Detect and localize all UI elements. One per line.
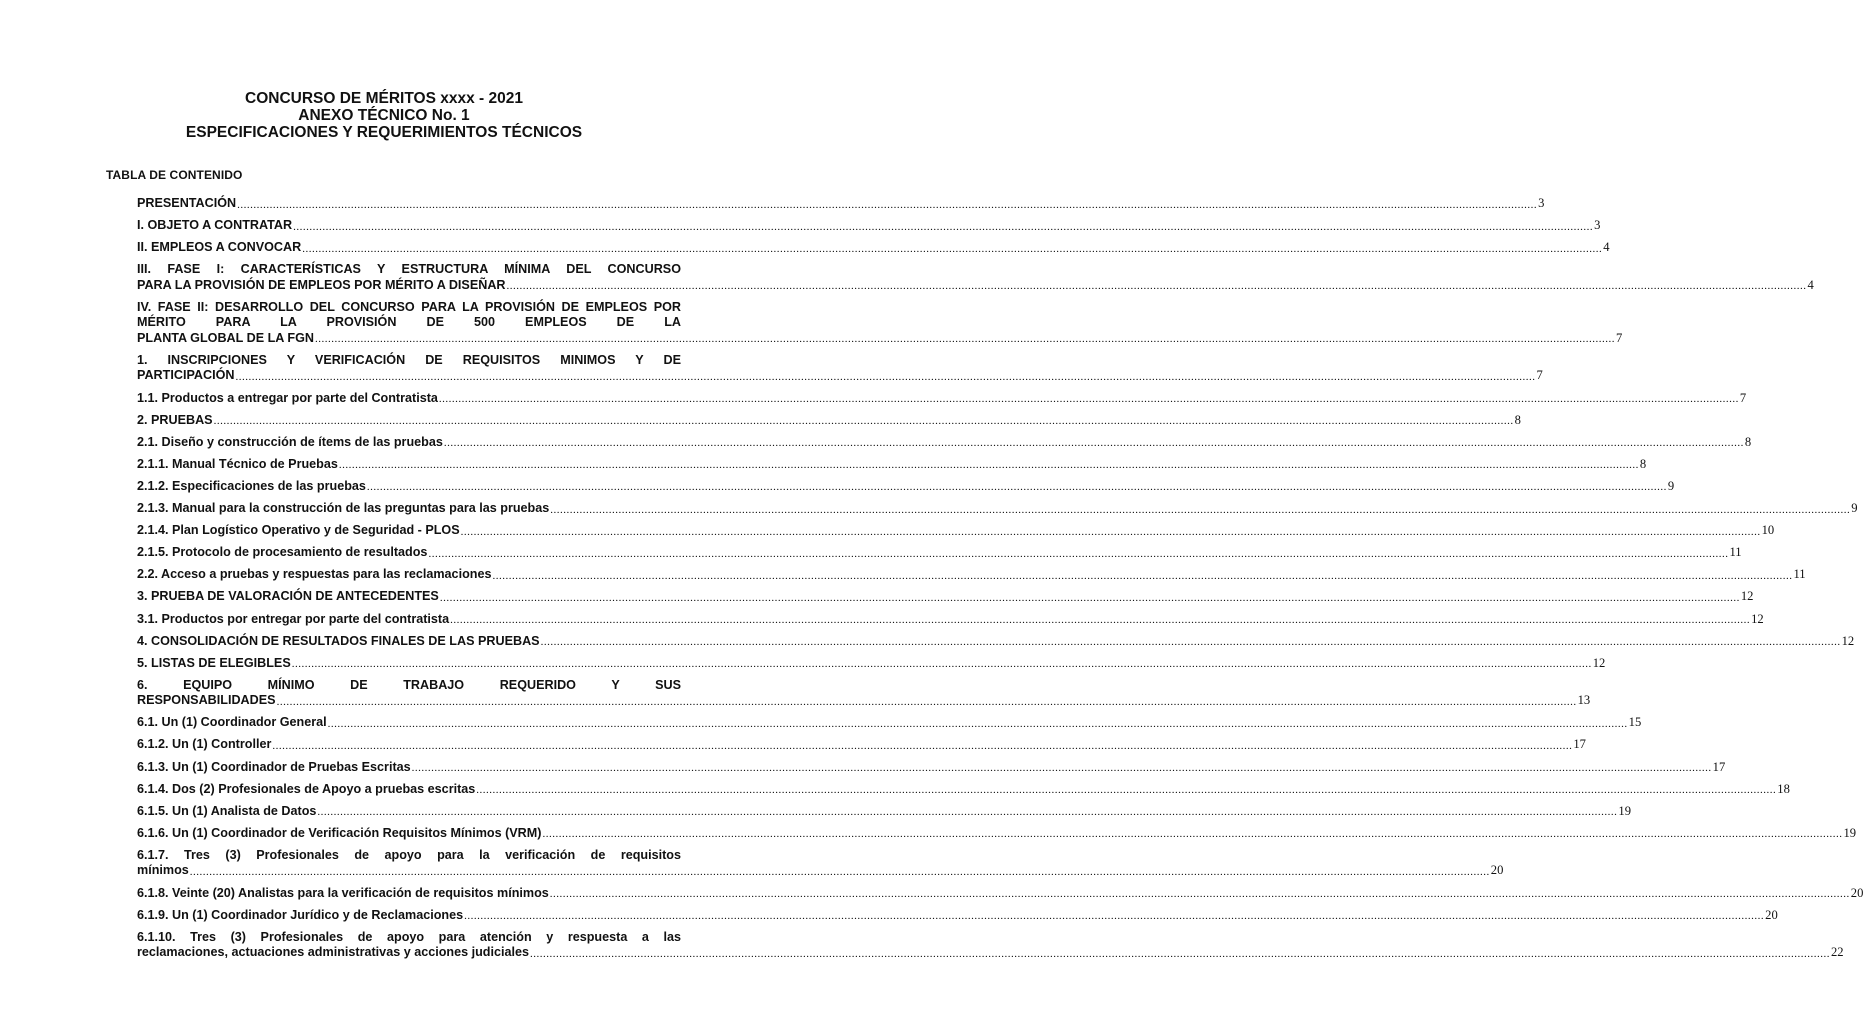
toc-page-number: 20	[1490, 863, 1504, 878]
dot-leader: ................................................................................................................................................................................................................................................................................................................................................................................................................	[438, 393, 1739, 406]
dot-leader: ................................................................................................................................................................................................................................................................................................................................................................................................................	[550, 503, 1851, 516]
dot-leader: ................................................................................................................................................................................................................................................................................................................................................................................................................	[450, 614, 1751, 626]
toc-page-number: 11	[1729, 545, 1742, 560]
toc-entry-row	[137, 693, 1591, 709]
toc-page-number: 11	[1793, 567, 1806, 582]
toc-entry-row	[137, 655, 1606, 672]
toc-entry-row	[137, 907, 1778, 924]
toc-entry[interactable]	[137, 501, 1858, 517]
toc-entry-title: 6.1.3. Un (1) Coordinador de Pruebas Escritas	[137, 759, 411, 774]
toc-entry-title: 2.1.5. Protocolo de procesamiento de resultados	[137, 545, 428, 560]
toc-entry[interactable]	[137, 677, 1591, 709]
toc-page-number: 22	[1831, 945, 1844, 960]
toc-entry-title: 2. PRUEBAS	[137, 412, 213, 427]
toc-entry-title: I. OBJETO A CONTRATAR	[137, 218, 293, 233]
toc-entry-row	[137, 456, 1647, 473]
toc-entry-row	[137, 501, 1858, 517]
dot-leader: ................................................................................................................................................................................................................................................................................................................................................................................................................	[272, 739, 1573, 752]
toc-heading: TABLA DE CONTENIDO	[106, 168, 243, 182]
specifications-title: ESPECIFICACIONES Y REQUERIMIENTOS TÉCNICOS	[185, 124, 583, 141]
dot-leader: ................................................................................................................................................................................................................................................................................................................................................................................................................	[315, 333, 1616, 346]
dot-leader: ................................................................................................................................................................................................................................................................................................................................................................................................................	[276, 695, 1577, 708]
toc-entry-row	[137, 545, 1742, 561]
toc-entry-title: 2.1.3. Manual para la construcción de las preguntas para las pruebas	[137, 501, 550, 516]
toc-entry-title: 2.2. Acceso a pruebas y respuestas para las reclamaciones	[137, 567, 492, 582]
dot-leader: ................................................................................................................................................................................................................................................................................................................................................................................................................	[302, 242, 1603, 255]
toc-entry-row	[137, 567, 1806, 583]
toc-entry-title: 4. CONSOLIDACIÓN DE RESULTADOS FINALES DE LAS PRUEBAS	[137, 633, 540, 648]
toc-entry[interactable]	[137, 825, 1857, 842]
toc-entry-title: reclamaciones, actuaciones administrativas y acciones judiciales	[137, 945, 529, 960]
toc-entry-row	[137, 945, 1844, 961]
toc-entry[interactable]	[137, 545, 1742, 561]
toc-page-number: 10	[1761, 523, 1775, 538]
dot-leader: ................................................................................................................................................................................................................................................................................................................................................................................................................	[291, 658, 1592, 671]
dot-leader: ................................................................................................................................................................................................................................................................................................................................................................................................................	[213, 415, 1514, 428]
toc-page-number: 12	[1751, 611, 1764, 626]
toc-page-number: 20	[1850, 885, 1863, 900]
dot-leader: ................................................................................................................................................................................................................................................................................................................................................................................................................	[366, 481, 1667, 494]
dot-leader: ................................................................................................................................................................................................................................................................................................................................................................................................................	[506, 280, 1807, 293]
toc-entry-title-line: III. FASE I: CARACTERÍSTICAS Y ESTRUCTURA MÍNIMA DEL CONCURSO	[137, 262, 681, 277]
toc-entry[interactable]	[137, 655, 1606, 672]
toc-entry-row	[137, 781, 1790, 798]
toc-page-number: 4	[1807, 277, 1814, 292]
dot-leader: ................................................................................................................................................................................................................................................................................................................................................................................................................	[540, 636, 1841, 649]
toc-entry-title: PRESENTACIÓN	[137, 196, 237, 210]
dot-leader: ................................................................................................................................................................................................................................................................................................................................................................................................................	[492, 569, 1793, 582]
toc-entry-title: 6.1.2. Un (1) Controller	[137, 737, 272, 752]
toc-entry-title-line: 1. INSCRIPCIONES Y VERIFICACIÓN DE REQUISITOS MINIMOS Y DE	[137, 352, 681, 367]
toc-entry[interactable]	[137, 299, 1623, 347]
toc-page-number: 7	[1616, 330, 1623, 345]
toc-entry-row	[137, 277, 1814, 294]
toc-entry[interactable]	[137, 434, 1752, 451]
toc-entry[interactable]	[137, 847, 1504, 879]
dot-leader: ................................................................................................................................................................................................................................................................................................................................................................................................................	[443, 437, 1744, 450]
toc-entry-title: 2.1. Diseño y construcción de ítems de las pruebas	[137, 434, 443, 449]
toc-entry-title: 1.1. Productos a entregar por parte del Contratista	[137, 390, 438, 405]
dot-leader: ................................................................................................................................................................................................................................................................................................................................................................................................................	[439, 591, 1740, 604]
toc-entry-title: 2.1.1. Manual Técnico de Pruebas	[137, 456, 338, 471]
toc-entry[interactable]	[137, 523, 1775, 539]
toc-entry[interactable]	[137, 803, 1631, 820]
toc-entry-row	[137, 715, 1642, 731]
toc-entry[interactable]	[137, 633, 1855, 650]
toc-entry-title-line: 6. EQUIPO MÍNIMO DE TRABAJO REQUERIDO Y SUS	[137, 677, 681, 692]
dot-leader: ................................................................................................................................................................................................................................................................................................................................................................................................................	[338, 459, 1639, 472]
toc-entry-title-line: IV. FASE II: DESARROLLO DEL CONCURSO PARA LA PROVISIÓN DE EMPLEOS POR MÉRITO PARA LA PROVISIÓN DE 500 EMPLEOS DE LA	[137, 299, 681, 330]
toc-page-number: 19	[1618, 803, 1631, 818]
toc-entry[interactable]	[137, 478, 1675, 495]
toc-entry-title: PARTICIPACIÓN	[137, 368, 235, 383]
toc-page-number: 8	[1514, 412, 1521, 427]
toc-entry-row	[137, 330, 1623, 347]
toc-entry[interactable]	[137, 737, 1586, 753]
toc-entry[interactable]	[137, 567, 1806, 583]
toc-entry[interactable]	[137, 456, 1647, 473]
toc-page-number: 19	[1843, 825, 1857, 840]
toc-entry[interactable]	[137, 390, 1747, 407]
toc-page-number: 7	[1739, 390, 1747, 405]
toc-entry-title-line: 6.1.10. Tres (3) Profesionales de apoyo para atención y respuesta a las	[137, 929, 681, 944]
toc-page-number: 18	[1777, 781, 1790, 796]
toc-entry-row	[137, 240, 1610, 256]
toc-entry[interactable]	[137, 907, 1778, 924]
dot-leader: ................................................................................................................................................................................................................................................................................................................................................................................................................	[476, 784, 1777, 797]
toc-entry-row	[137, 737, 1586, 753]
dot-leader: ................................................................................................................................................................................................................................................................................................................................................................................................................	[189, 865, 1490, 878]
toc-entry-row	[137, 885, 1863, 902]
toc-entry-title: 2.1.2. Especificaciones de las pruebas	[137, 478, 366, 493]
toc-entry-row	[137, 759, 1726, 776]
table-of-contents	[137, 196, 1863, 967]
toc-entry-row	[137, 523, 1775, 539]
toc-page-number: 3	[1594, 218, 1601, 233]
toc-page-number: 12	[1592, 655, 1606, 670]
toc-entry-row	[137, 825, 1857, 842]
toc-entry[interactable]	[137, 196, 1545, 212]
dot-leader: ................................................................................................................................................................................................................................................................................................................................................................................................................	[237, 198, 1538, 211]
toc-entry-row	[137, 390, 1747, 407]
dot-leader: ................................................................................................................................................................................................................................................................................................................................................................................................................	[549, 888, 1850, 901]
toc-page-number: 8	[1744, 434, 1752, 449]
toc-entry-row	[137, 478, 1675, 495]
toc-entry[interactable]	[137, 218, 1601, 234]
toc-entry[interactable]	[137, 412, 1521, 429]
toc-entry-row	[137, 589, 1754, 605]
toc-entry[interactable]	[137, 240, 1610, 256]
dot-leader: ................................................................................................................................................................................................................................................................................................................................................................................................................	[235, 370, 1536, 383]
toc-entry-title: II. EMPLEOS A CONVOCAR	[137, 240, 302, 255]
toc-entry[interactable]	[137, 781, 1790, 798]
toc-page-number: 3	[1538, 196, 1545, 210]
toc-entry-title: 6.1.9. Un (1) Coordinador Jurídico y de Reclamaciones	[137, 907, 464, 922]
dot-leader: ................................................................................................................................................................................................................................................................................................................................................................................................................	[530, 947, 1830, 960]
contest-title: CONCURSO DE MÉRITOS xxxx - 2021	[245, 90, 523, 107]
toc-entry-row	[137, 633, 1855, 650]
toc-entry[interactable]	[137, 611, 1764, 628]
toc-page-number: 12	[1841, 633, 1855, 648]
toc-entry-title: 2.1.4. Plan Logístico Operativo y de Seguridad - PLOS	[137, 523, 460, 538]
toc-entry[interactable]	[137, 885, 1863, 902]
toc-entry[interactable]	[137, 352, 1543, 384]
toc-entry-row	[137, 218, 1601, 234]
toc-entry-title: 3. PRUEBA DE VALORACIÓN DE ANTECEDENTES	[137, 589, 439, 604]
toc-entry-title: PLANTA GLOBAL DE LA FGN	[137, 330, 315, 345]
toc-entry-title: mínimos	[137, 863, 189, 878]
toc-entry-title: RESPONSABILIDADES	[137, 693, 276, 708]
toc-entry-row	[137, 863, 1504, 879]
toc-entry-row	[137, 434, 1752, 451]
toc-entry-title: 6.1.6. Un (1) Coordinador de Verificación Requisitos Mínimos (VRM)	[137, 825, 542, 840]
toc-entry-title: 6.1.4. Dos (2) Profesionales de Apoyo a pruebas escritas	[137, 781, 476, 796]
dot-leader: ................................................................................................................................................................................................................................................................................................................................................................................................................	[327, 717, 1628, 730]
dot-leader: ................................................................................................................................................................................................................................................................................................................................................................................................................	[317, 806, 1618, 819]
toc-entry-title: 6.1.8. Veinte (20) Analistas para la verificación de requisitos mínimos	[137, 885, 549, 900]
toc-entry-row	[137, 803, 1631, 820]
toc-entry[interactable]	[137, 759, 1726, 776]
toc-entry[interactable]	[137, 262, 1814, 293]
toc-page-number: 8	[1639, 456, 1647, 471]
toc-page-number: 17	[1712, 759, 1726, 774]
dot-leader: ................................................................................................................................................................................................................................................................................................................................................................................................................	[411, 762, 1712, 775]
toc-entry-title: 3.1. Productos por entregar por parte del contratista	[137, 611, 450, 626]
toc-page-number: 4	[1603, 240, 1610, 255]
toc-page-number: 13	[1577, 693, 1591, 708]
toc-page-number: 20	[1765, 907, 1778, 922]
toc-entry[interactable]	[137, 929, 1844, 961]
dot-leader: ................................................................................................................................................................................................................................................................................................................................................................................................................	[542, 828, 1843, 841]
toc-entry-title: 6.1.5. Un (1) Analista de Datos	[137, 803, 317, 818]
toc-entry-title: PARA LA PROVISIÓN DE EMPLEOS POR MÉRITO A DISEÑAR	[137, 277, 506, 292]
toc-entry[interactable]	[137, 715, 1642, 731]
toc-page-number: 9	[1851, 501, 1858, 516]
toc-entry-title: 5. LISTAS DE ELEGIBLES	[137, 655, 291, 670]
document-title-block	[0, 90, 768, 141]
toc-entry-title: 6.1. Un (1) Coordinador General	[137, 715, 327, 730]
toc-page-number: 7	[1536, 368, 1543, 383]
toc-entry-row	[137, 368, 1543, 384]
toc-page-number: 12	[1740, 589, 1754, 604]
dot-leader: ................................................................................................................................................................................................................................................................................................................................................................................................................	[464, 910, 1765, 923]
dot-leader: ................................................................................................................................................................................................................................................................................................................................................................................................................	[293, 220, 1594, 233]
annex-title: ANEXO TÉCNICO No. 1	[298, 107, 470, 124]
dot-leader: ................................................................................................................................................................................................................................................................................................................................................................................................................	[428, 547, 1729, 560]
toc-page-number: 15	[1628, 715, 1642, 730]
toc-entry-row	[137, 196, 1545, 212]
toc-entry-title-line: 6.1.7. Tres (3) Profesionales de apoyo para la verificación de requisitos	[137, 847, 681, 862]
dot-leader: ................................................................................................................................................................................................................................................................................................................................................................................................................	[460, 525, 1761, 538]
toc-entry[interactable]	[137, 589, 1754, 605]
toc-page-number: 17	[1573, 737, 1586, 752]
toc-page-number: 9	[1667, 478, 1675, 493]
toc-entry-row	[137, 412, 1521, 429]
toc-entry-row	[137, 611, 1764, 628]
